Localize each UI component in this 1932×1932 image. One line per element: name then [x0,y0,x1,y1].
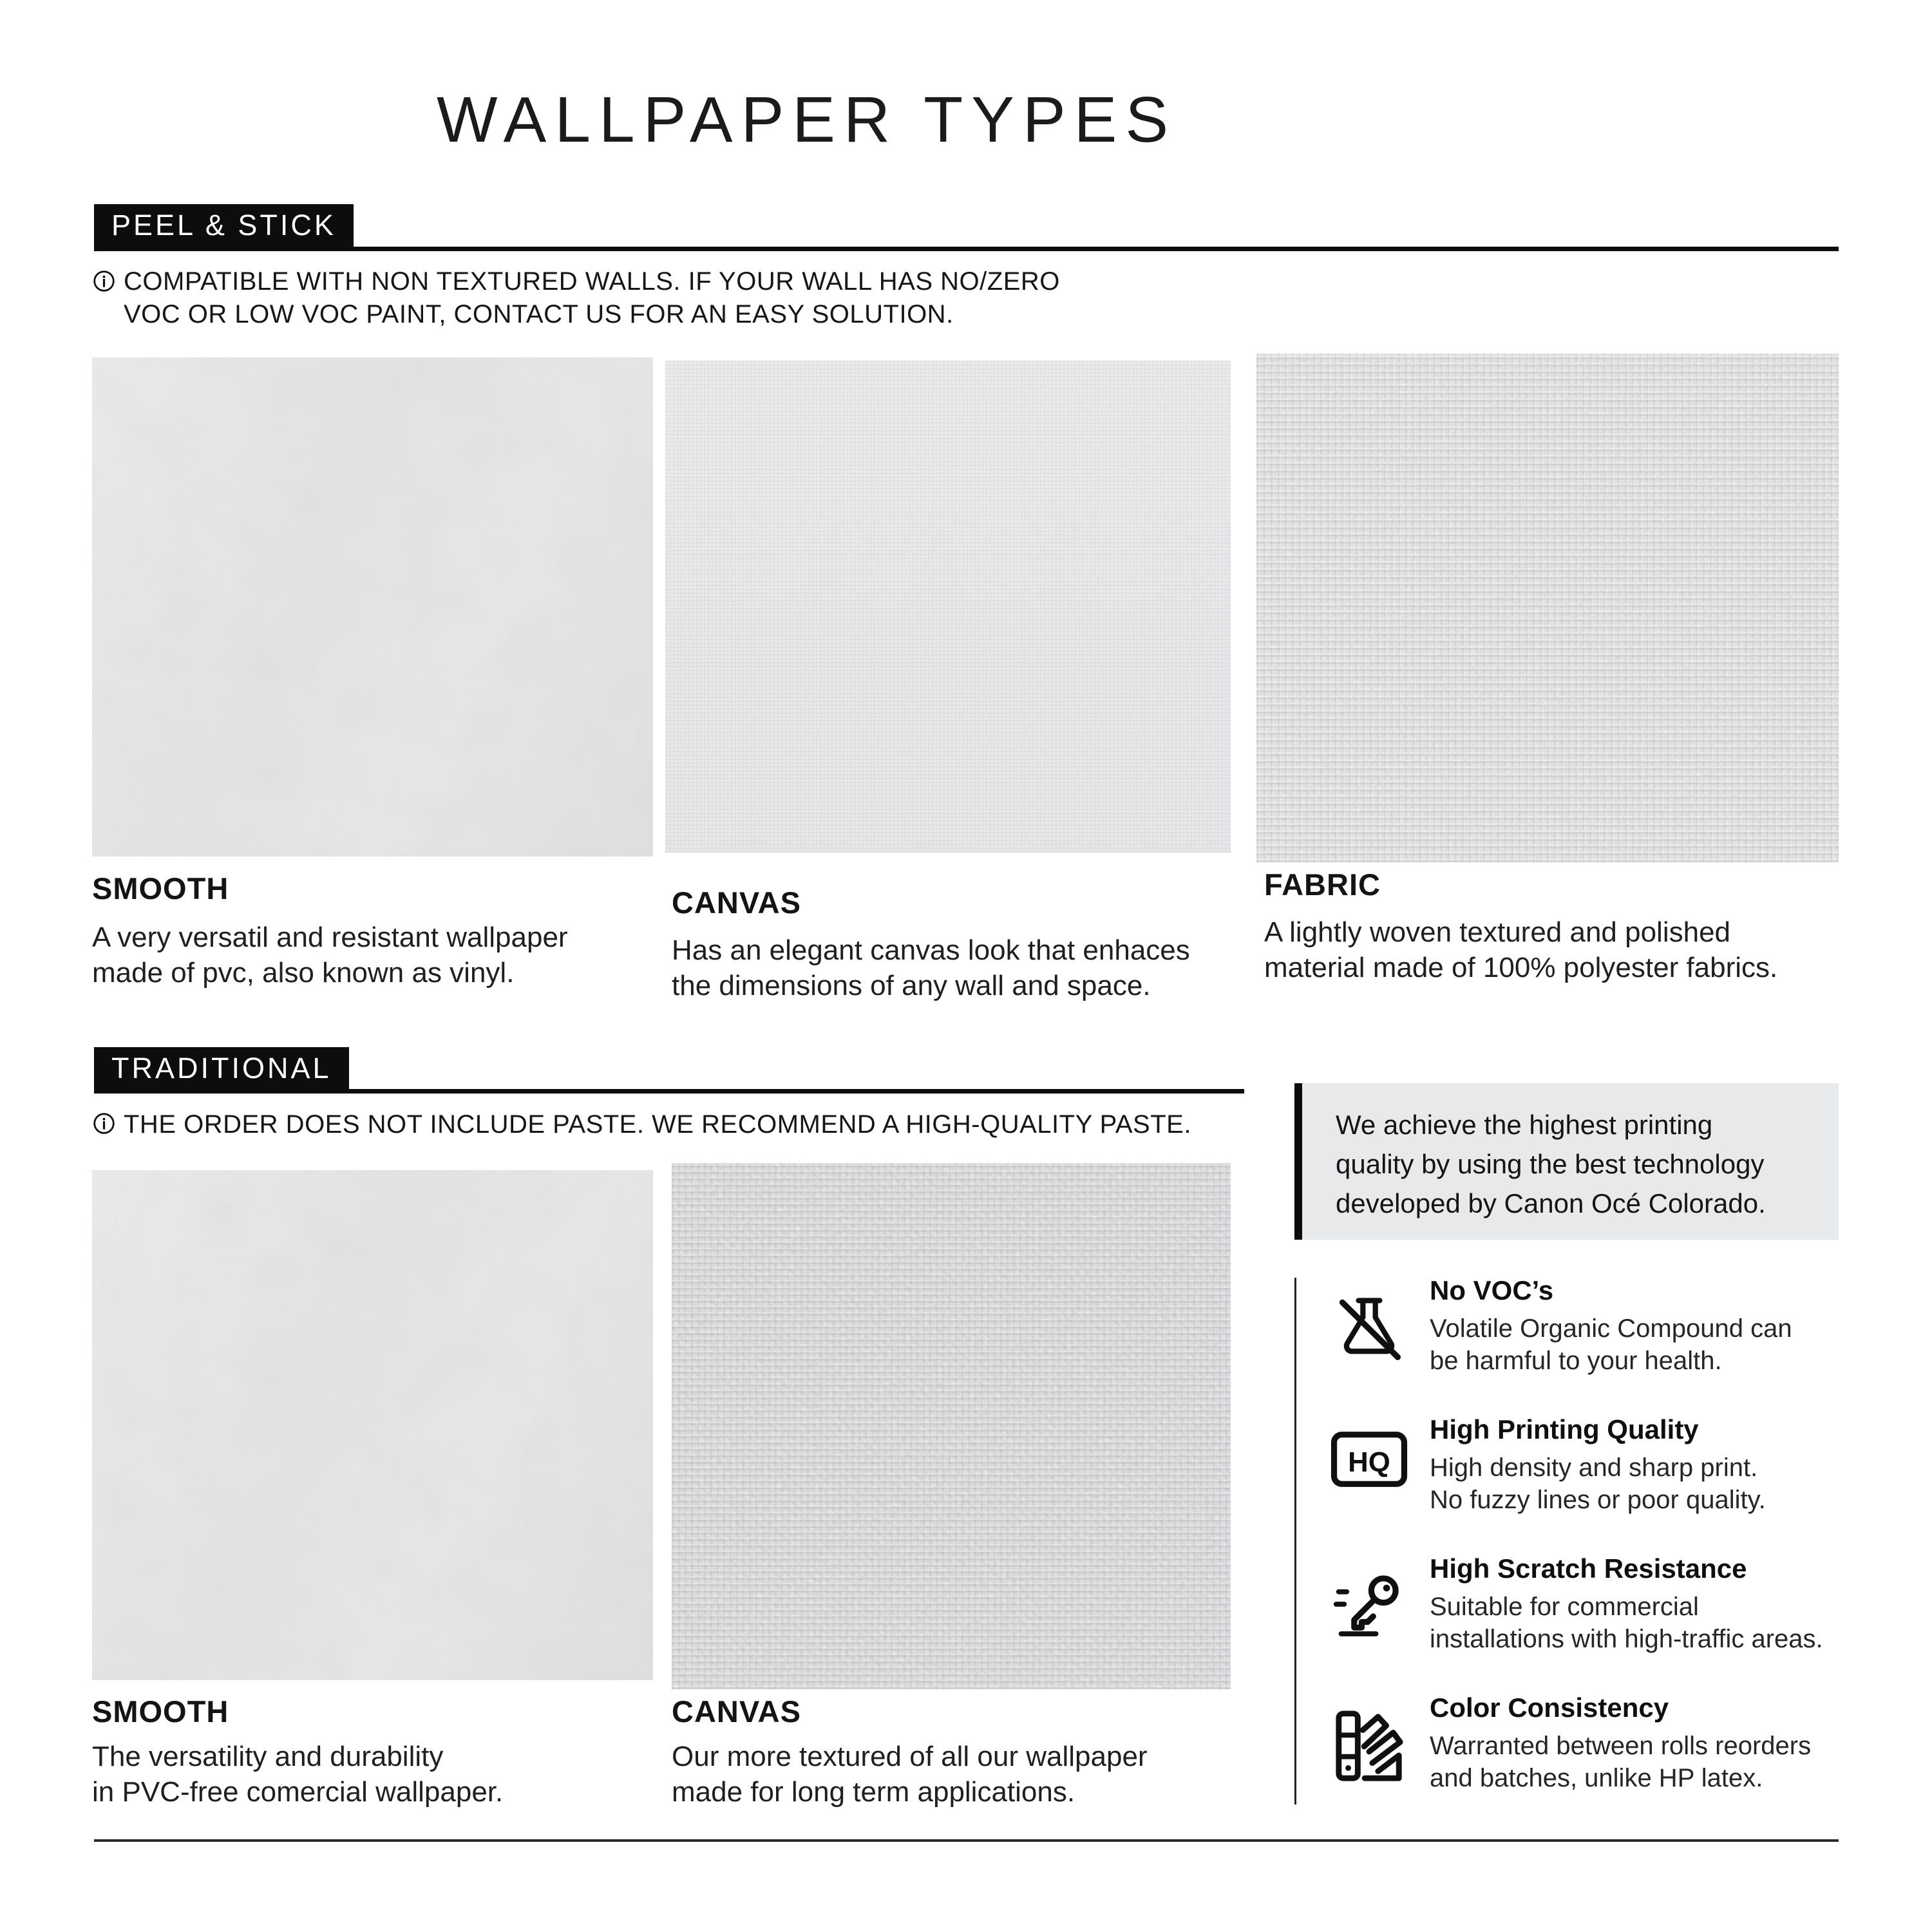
feature-line: High density and sharp print. [1430,1454,1758,1482]
feature-text [1430,1275,1792,1377]
section-header-traditional [94,1047,349,1090]
hq-badge-icon [1331,1414,1408,1516]
peel-stick-note [124,265,1060,331]
traditional-divider-line [94,1089,1244,1094]
swatch-description [1264,914,1777,985]
swatch-description-line: Our more textured of all our wallpaper [672,1741,1148,1772]
swatch-description [672,1739,1148,1810]
swatch-image-peel-stick-canvas [665,361,1231,853]
svg-text:HQ: HQ [1348,1446,1390,1478]
traditional-note-line1: THE ORDER DOES NOT INCLUDE PASTE. WE RECOMMEND A HIGH-QUALITY PASTE. [124,1110,1191,1139]
color-swatches-icon [1331,1692,1408,1794]
feature-high-printing-quality [1331,1414,1865,1516]
peel-stick-divider-line [94,247,1839,251]
feature-title: Color Consistency [1430,1692,1669,1723]
peel-stick-label: PEEL & STICK [94,204,354,247]
swatch-name: SMOOTH [92,1694,229,1728]
features-divider-line [1294,1278,1296,1804]
feature-title: High Scratch Resistance [1430,1553,1747,1584]
swatch-description-line: Has an elegant canvas look that enhaces [672,934,1190,966]
feature-line: installations with high-traffic areas. [1430,1625,1823,1653]
quality-note-line3: developed by Canon Océ Colorado. [1336,1188,1766,1218]
traditional-label: TRADITIONAL [94,1047,349,1090]
quality-note-line2: quality by using the best technology [1336,1149,1765,1179]
quality-note-accent-bar [1294,1083,1302,1240]
swatch-name: FABRIC [1264,867,1381,902]
key-scratch-icon [1331,1553,1408,1655]
swatch-description-line: made for long term applications. [672,1776,1075,1808]
feature-title: High Printing Quality [1430,1414,1699,1444]
swatch-description-line: material made of 100% polyester fabrics. [1264,952,1778,983]
swatch-image-peel-stick-smooth [92,357,653,857]
peel-stick-note-line1: COMPATIBLE WITH NON TEXTURED WALLS. IF YOUR WALL HAS NO/ZERO [124,267,1060,296]
peel-stick-note-line2: VOC OR LOW VOC PAINT, CONTACT US FOR AN EASY SOLUTION. [124,300,954,328]
swatch-description-line: A lightly woven textured and polished [1264,916,1731,948]
swatch-description [92,1739,503,1810]
swatch-image-traditional-smooth [92,1170,653,1680]
feature-color-consistency [1331,1692,1865,1794]
quality-note-box [1302,1083,1839,1240]
feature-no-vocs [1331,1275,1865,1377]
feature-line: Volatile Organic Compound can [1430,1314,1792,1343]
feature-text [1430,1553,1823,1655]
swatch-description [92,920,568,990]
feature-line: and batches, unlike HP latex. [1430,1764,1763,1792]
swatch-name: SMOOTH [92,871,229,905]
page-title: WALLPAPER TYPES [437,84,1177,156]
feature-line: Suitable for commercial [1430,1593,1699,1621]
swatch-description-line: the dimensions of any wall and space. [672,970,1151,1001]
swatch-image-peel-stick-fabric [1256,354,1839,862]
swatch-description-line: The versatility and durability [92,1741,444,1772]
info-icon [92,1112,116,1139]
swatch-name: CANVAS [672,1694,801,1728]
feature-text [1430,1414,1766,1516]
info-icon [92,269,116,296]
swatch-description-line: A very versatil and resistant wallpaper [92,922,568,953]
swatch-description-line: in PVC-free comercial wallpaper. [92,1776,504,1808]
feature-title: No VOC’s [1430,1275,1554,1305]
feature-line: Warranted between rolls reorders [1430,1732,1812,1760]
swatch-name: CANVAS [672,886,801,920]
swatch-image-traditional-canvas [672,1163,1231,1689]
section-header-peel-stick [94,204,354,247]
swatch-description-line: made of pvc, also known as vinyl. [92,957,515,989]
swatch-description [672,933,1190,1003]
traditional-note [124,1108,1191,1141]
feature-high-scratch-resistance [1331,1553,1865,1655]
feature-text [1430,1692,1811,1794]
feature-line: No fuzzy lines or poor quality. [1430,1486,1766,1514]
quality-note-line1: We achieve the highest printing [1336,1110,1713,1140]
bottom-divider-line [94,1839,1839,1842]
no-voc-flask-icon [1331,1275,1408,1377]
feature-line: be harmful to your health. [1430,1347,1722,1375]
